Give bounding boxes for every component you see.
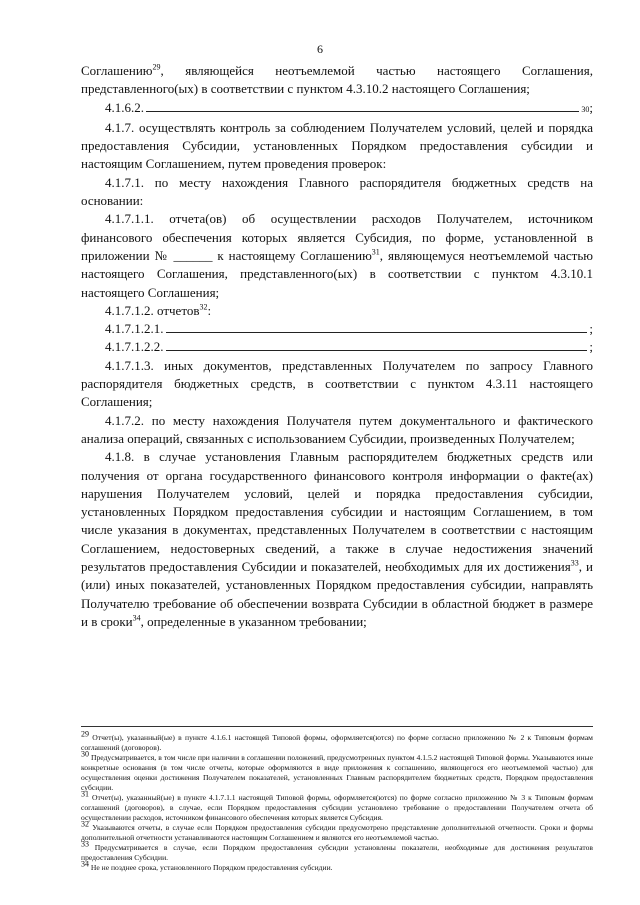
paragraph: 4.1.8. в случае установления Главным распорядителем бюджетных средств или получения от органа государственного финансового контроля информации о факте(ах) нарушения Получателем условий, целей и порядка предоставления субсидии, установленных Порядком предоставления субсидии и настоящим Соглашением, в том числе указания в документах, представленных Получателем в соответствии с настоящим Соглашением, недостоверных сведений, а также в случае недостижения значений результатов предоставления Субсидии и показателей, необходимых для их достижения$^{33}$, и (или) иных показателей, установленных Порядком предоставления субсидии, направлять Получателю требование об обеспечении возврата Субсидии в областной бюджет в размере и в сроки$^{34}$, определенные в указанном требовании; [81, 449, 593, 629]
clause-number: 4.1.7.1.2.2. [105, 339, 164, 355]
footnote-number: 31 [81, 789, 89, 799]
clause-end: ; [589, 339, 593, 355]
footnote-number: 33 [81, 839, 89, 849]
footnote: $^{30}$ Предусматривается, в том числе при наличии в соглашении положений, предусмотренных пунктом 4.1.5.2 настоящей Типовой формы. Указываются иные конкретные основания (в том числе отчеты, которые оформляются в виде приложения к соглашению, являющегося его неотъемлемой частью) для осуществления оценки достижения Получателем показателей, установленных Главным распорядителем бюджетных средств, Порядком предоставления субсидии. [81, 749, 593, 792]
footnote: $^{34}$ Не не позднее срока, установленного Порядком предоставления субсидии. [81, 859, 333, 872]
paragraph: 4.1.7.1.3. иных документов, представленных Получателем по запросу Главного распорядителя бюджетных средств, в соответствии с пунктом 4.3.11 настоящего Соглашения; [81, 357, 593, 410]
fill-in-underline [166, 331, 588, 333]
paragraph: 4.1.7.2. по месту нахождения Получателя путем документального и фактического анализа операций, связанных с использованием Субсидии, произведенных Получателем; [81, 412, 593, 446]
footnote-number: 30 [81, 749, 89, 759]
fill-in-underline [166, 349, 588, 351]
footnote-number: 32 [81, 819, 89, 829]
footnote-ref: 34 [132, 613, 141, 623]
footnote-ref: 33 [570, 558, 579, 568]
paragraph: 4.1.7. осуществлять контроль за соблюдением Получателем условий, целей и порядка предоставления Субсидии, установленных Порядком предоставления субсидии и настоящим Соглашением, путем проведения проверок: [81, 119, 593, 172]
blank-clause-line [81, 320, 593, 338]
footnote-ref: 30 [581, 104, 590, 114]
document-body [81, 62, 593, 631]
blank-clause-line [81, 338, 593, 356]
paragraph: 4.1.7.1. по месту нахождения Главного распорядителя бюджетных средств на основании: [81, 174, 593, 209]
footnote-ref: 29 [152, 62, 161, 72]
footnote-ref: 31 [371, 247, 380, 257]
footnote-ref: 32 [199, 302, 208, 312]
footnote-number: 29 [81, 729, 89, 739]
paragraph: 4.1.7.1.1. отчета(ов) об осуществлении расходов Получателем, источником финансового обеспечения которых является Субсидия, по форме, установленной в приложении № ______ к настоящему Соглашению$^{31}$, являющемуся неотъемлемой частью настоящего Соглашения, представленного(ых) в соответствии с пунктом 4.3.10.1 настоящего Соглашения; [81, 211, 593, 300]
footnote-number: 34 [81, 859, 89, 869]
footnote: $^{33}$ Предусматривается в случае, если Порядком предоставления субсидии установлены показатели, необходимые для достижения результатов предоставления Субсидии. [81, 839, 593, 862]
footnote: $^{29}$ Отчет(ы), указанный(ые) в пункте 4.1.6.1 настоящей Типовой формы, оформляется(ются) по форме согласно приложению № 2 к Типовым формам соглашений (договоров). [81, 729, 593, 752]
clause-number: 4.1.7.1.2.1. [105, 321, 164, 337]
paragraph: Соглашению$^{29}$, являющейся неотъемлемой частью настоящего Соглашения, представленного(ых) в соответствии с пунктом 4.3.10.2 настоящего Соглашения; [81, 62, 593, 97]
fill-in-underline [146, 110, 579, 112]
footnote: $^{32}$ Указываются отчеты, в случае если Порядком предоставления субсидии предусмотрено представление дополнительной отчетности. Сроки и формы дополнительной отчетности устанавливаются настоящим Соглашением и являются его неотъемлемой частью. [81, 819, 593, 842]
footnotes [81, 726, 593, 873]
footnote: $^{31}$ Отчет(ы), указанный(ые) в пункте 4.1.7.1.1 настоящей Типовой формы, оформляется(ются) по форме согласно приложению № 3 к Типовым формам соглашений (договоров), в случае, если Порядком предоставления субсидии установлено требование о предоставлении Получателем отчета об осуществлении расходов, источником финансового обеспечения которых является Субсидия. [81, 789, 593, 822]
clause-end: ; [589, 99, 593, 115]
page-number: 6 [317, 42, 323, 56]
paragraph: 4.1.7.1.2. отчетов$^{32}$: [105, 302, 212, 318]
clause-number: 4.1.6.2. [105, 99, 144, 115]
blank-clause-line [81, 99, 593, 119]
clause-end: ; [589, 321, 593, 337]
